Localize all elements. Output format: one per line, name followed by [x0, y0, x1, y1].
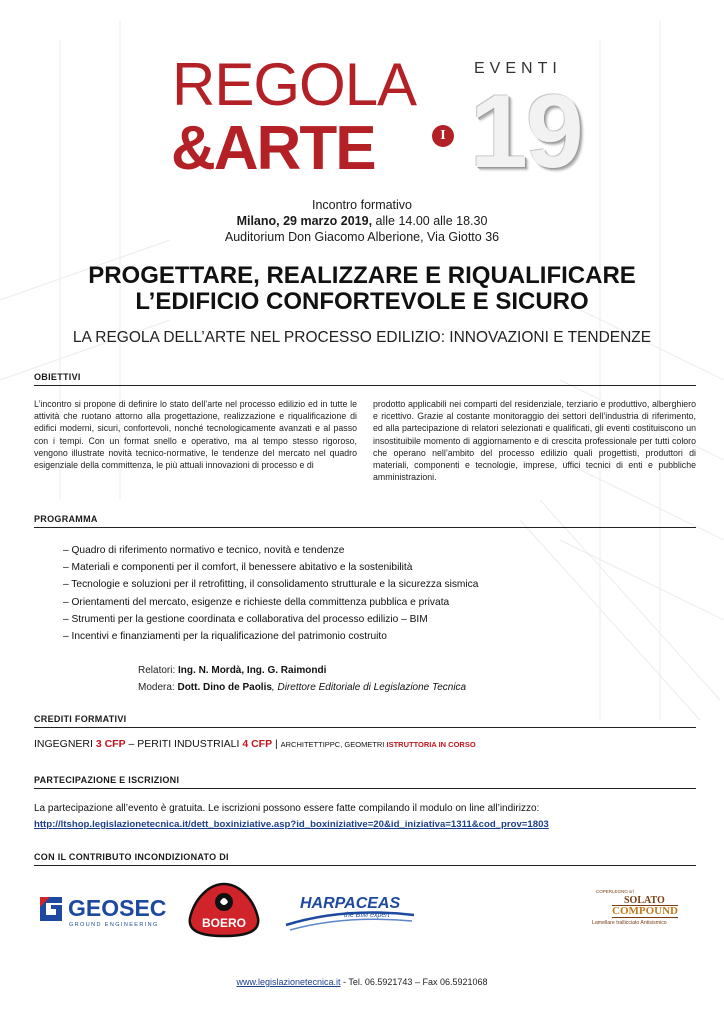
event-time: alle 14.00 alle 18.30: [372, 214, 488, 228]
credits-sep2: |: [272, 738, 281, 750]
solato-subtitle: Lamellare trallicciato Antisismico: [592, 920, 667, 926]
obiettivi-text-col2: prodotto applicabili nei comparti del residenziale, terziario e produttivo, alberghiero e ricettivo. Grazie al costante monitoraggio dei settori dell’industria di riferimento, ed alla partecipazione di relatori selezionati e qualificati, gli eventi costituiscono un insostituibile momento di aggiornamento e di crescita professionale per tutti coloro che operano nell’ambito del processo edilizio quali progettisti, produttori di materiali, componenti e tecnologie, imprese, uffici tecnici di enti e pubbliche amministrazioni.: [373, 399, 696, 483]
list-item: – Orientamenti del mercato, esigenze e richieste della committenza pubblica e privata: [63, 596, 450, 608]
harpaceas-name: HARPACEAS: [300, 895, 401, 912]
geosec-logo: [36, 893, 176, 933]
credits-ing-cfp: 3 CFP: [95, 738, 126, 750]
list-item: – Strumenti per la gestione coordinata e collaborativa del processo edilizio – BIM: [63, 613, 428, 625]
list-item: – Incentivi e finanziamenti per la riqualificazione del patrimonio costruito: [63, 631, 387, 643]
section-heading-obiettivi: OBIETTIVI: [34, 372, 696, 386]
relatori-names: Ing. N. Mordà, Ing. G. Raimondi: [178, 665, 327, 676]
footer-contacts: - Tel. 06.5921743 – Fax 06.5921068: [340, 977, 488, 987]
section-heading-sponsors: CON IL CONTRIBUTO INCONDIZIONATO DI: [34, 852, 696, 866]
event-date-line: [0, 213, 724, 229]
obiettivi-text-col1: L’incontro si propone di definire lo stato dell’arte nel processo edilizio ed in tutte le attività che ruotano attorno alla progettazione, realizzazione e riqualificazione di edifici moderni, sicuri, confortevoli, nonché tecnologicamente avanzati e al passo con i tempi. Con un format snello e operativo, ma al tempo stesso rigoroso, vengono illustrate novità tecnico-normative, le tendenze del mercato nel quadro esigenziale della committenza, le più attuali innovazioni di processo e di: [34, 399, 357, 471]
geosec-name: GEOSEC: [68, 895, 167, 921]
modera-role: , Direttore Editoriale di Legislazione Tecnica: [271, 682, 467, 693]
credits-ingegneri: INGEGNERI: [34, 738, 96, 750]
compound-name: COMPOUND: [612, 905, 678, 917]
website-link[interactable]: www.legislazionetecnica.it: [236, 977, 341, 987]
event-venue: Auditorium Don Giacomo Alberione, Via Giotto 36: [224, 230, 500, 244]
logo-regola-text: REGOLA: [172, 51, 417, 118]
solato-top-text: COPERLEGNO srl: [596, 889, 634, 894]
speakers: [138, 662, 466, 696]
event-year: 19: [470, 74, 582, 190]
logo-arte-text: &ARTE: [171, 114, 375, 183]
credits-status: ISTRUTTORIA IN CORSO: [386, 740, 476, 749]
modera-line: [138, 679, 466, 696]
list-item: – Quadro di riferimento normativo e tecnico, novità e tendenze: [63, 545, 345, 556]
boero-logo: [188, 882, 260, 938]
main-title: [0, 263, 724, 315]
boero-name: BOERO: [201, 916, 246, 930]
credits-others: ARCHITETTIPPC, GEOMETRI: [280, 740, 387, 749]
eventi-label: EVENTI: [474, 60, 562, 77]
main-title-line1: PROGETTARE, REALIZZARE E RIQUALIFICARE: [88, 262, 636, 289]
logo-badge-icon: I: [432, 125, 454, 147]
footer: [0, 977, 724, 987]
sub-title: LA REGOLA DELL’ARTE NEL PROCESSO EDILIZIO: INNOVAZIONI E TENDENZE: [72, 329, 652, 346]
relatori-line: [138, 662, 466, 679]
credits-per-cfp: 4 CFP: [242, 738, 273, 750]
solato-name: SOLATO: [624, 895, 665, 906]
list-item: – Materiali e componenti per il comfort, il benessere abitativo e la sostenibilità: [63, 562, 413, 574]
main-title-line2: L’EDIFICIO CONFORTEVOLE E SICURO: [135, 288, 589, 315]
event-date: Milano, 29 marzo 2019,: [236, 214, 373, 228]
geosec-subtitle: GROUND ENGINEERING: [69, 922, 159, 928]
credits-sep1: – PERITI INDUSTRIALI: [125, 738, 243, 750]
registration-link[interactable]: http://ltshop.legislazionetecnica.it/dett_boxiniziative.asp?id_boxiniziative=20&id_iniziativa=1311&cod_prov=1803: [34, 819, 549, 830]
geosec-icon: [36, 895, 66, 923]
partecipazione-text: La partecipazione all’evento è gratuita. Le iscrizioni possono essere fatte compilando il modulo on line all’indirizzo:: [34, 803, 540, 814]
relatori-label: Relatori:: [138, 665, 176, 676]
modera-name: Dott. Dino de Paolis: [177, 682, 272, 693]
section-heading-partecipazione: PARTECIPAZIONE E ISCRIZIONI: [34, 775, 696, 789]
harpaceas-logo: [284, 895, 424, 935]
solato-compound-logo: [590, 889, 690, 929]
section-heading-programma: PROGRAMMA: [34, 514, 696, 528]
section-heading-crediti: CREDITI FORMATIVI: [34, 714, 696, 728]
event-type: Incontro formativo: [311, 198, 413, 212]
event-info: [0, 197, 724, 245]
programma-list: [63, 542, 478, 645]
credits-line: [34, 738, 476, 750]
modera-label: Modera:: [138, 682, 175, 693]
partecipazione-block: [34, 801, 549, 833]
list-item: – Tecnologie e soluzioni per il retrofitting, il consolidamento strutturale e la sicurezza sismica: [63, 579, 479, 591]
harpaceas-subtitle: the BIM expert: [344, 912, 390, 919]
